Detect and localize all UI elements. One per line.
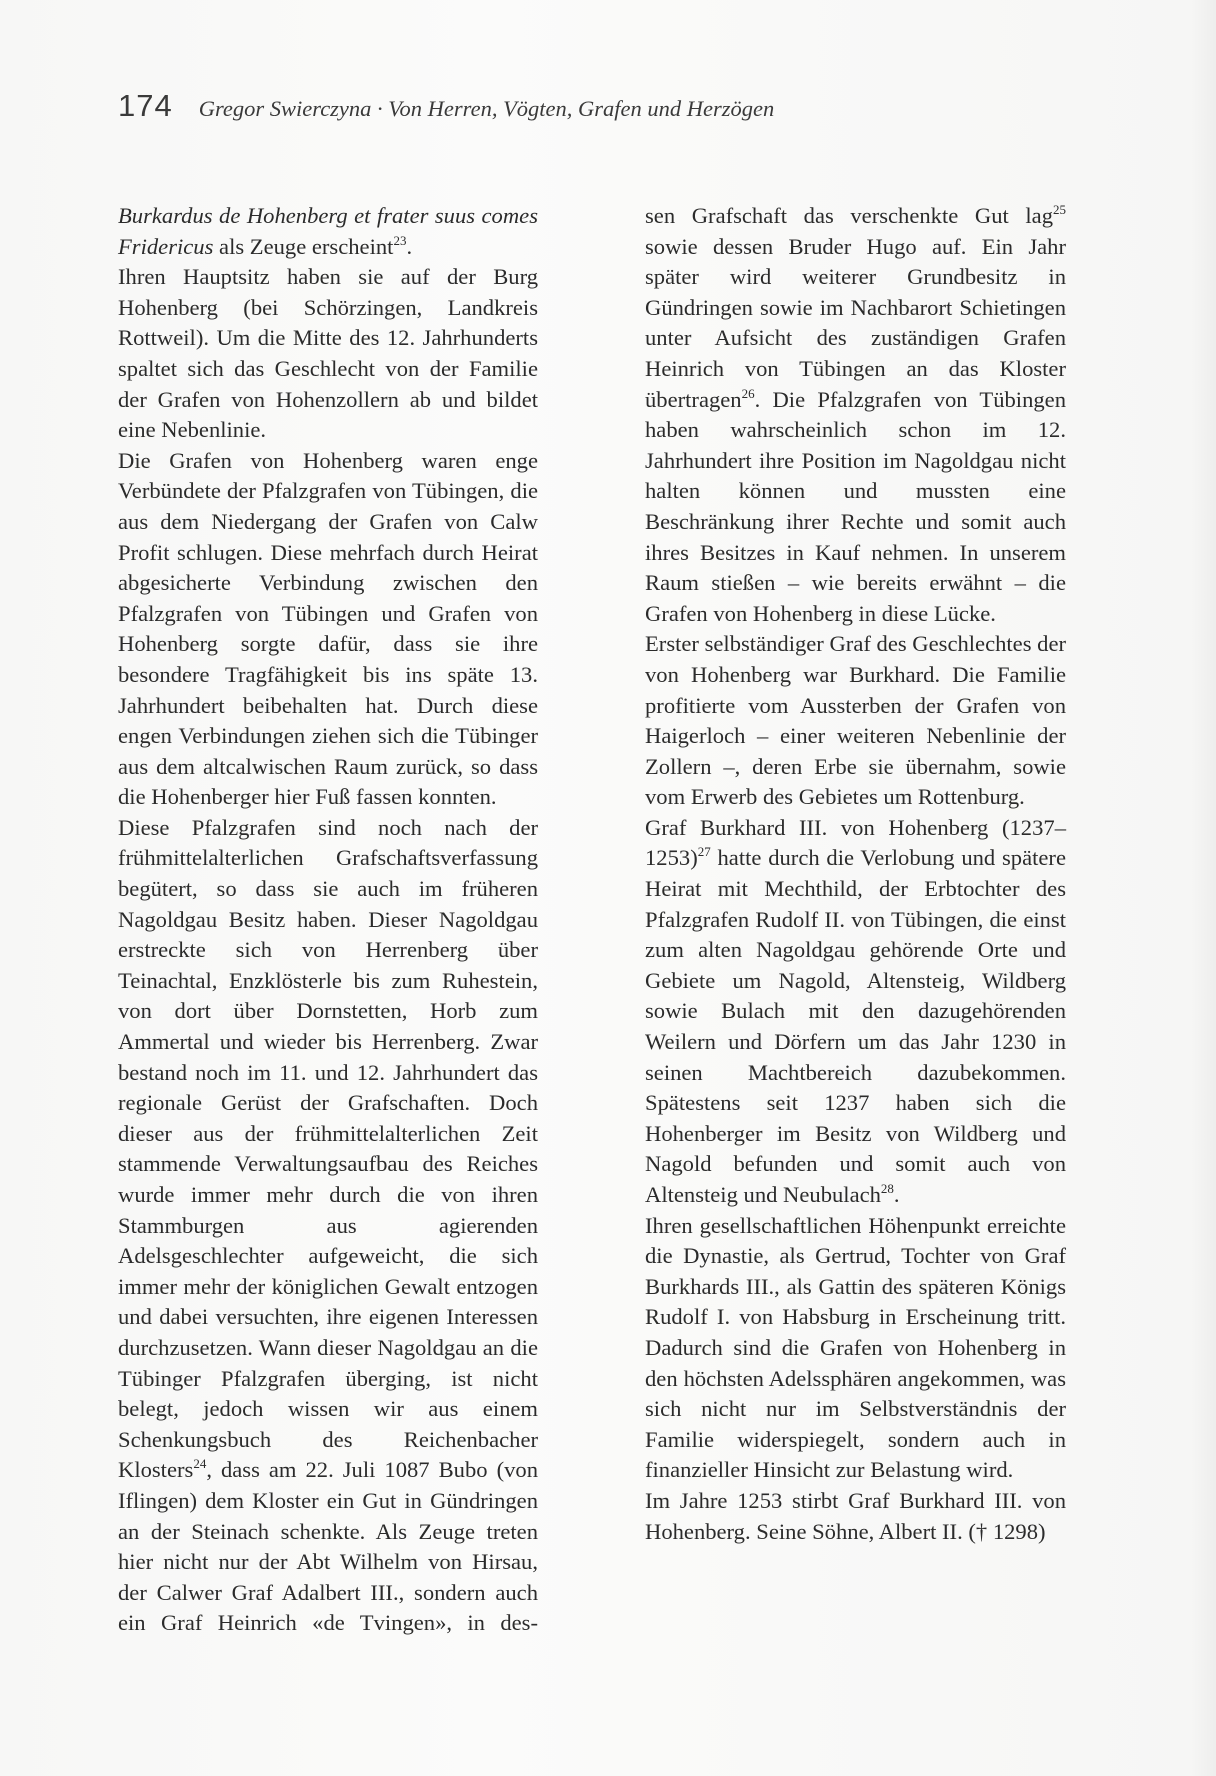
footnote-ref-27[interactable]: 27 <box>697 844 711 860</box>
paragraph: Ihren gesellschaftlichen Höhenpunkt erreichte die Dynastie, als Gertrud, Tochter von Graf Burkhards III., als Gattin des späteren Königs Rudolf I. von Habsburg in Erscheinung tritt. Dadurch sind die Grafen von Hohenberg in den höchsten Adelssphären angekommen, was sich nicht nur im Selbstverständnis der Familie widerspiegelt, sondern auch in finanzieller Hinsicht zur Belastung wird. <box>645 1212 1066 1483</box>
paragraph: sen Grafschaft das verschenkte Gut lag$^{25}$ sowie dessen Bruder Hugo auf. Ein Jahr später wird weiterer Grundbesitz in Gündringen sowie im Nachbarort Schietingen unter Aufsicht des zuständigen Grafen Heinrich von Tübingen an das Kloster übertragen$^{26}$. Die Pfalzgrafen von Tübingen haben wahrscheinlich schon im 12. Jahrhundert ihre Position im Nagoldgau nicht halten können und mussten eine Beschränkung ihrer Rechte und somit auch ihres Besitzes in Kauf nehmen. In unserem Raum stießen – wie bereits erwähnt – die Grafen von Hohenberg in diese Lücke. <box>645 202 1066 626</box>
paragraph: Im Jahre 1253 stirbt Graf Burkhard III. von Hohenberg. Seine Söhne, Albert II. († 1298) <box>645 1487 1066 1544</box>
page-number: 174 <box>118 88 173 123</box>
running-head: Gregor Swierczyna · Von Herren, Vögten, Grafen und Herzögen <box>198 96 775 121</box>
paragraph: Erster selbständiger Graf des Geschlechtes der von Hohenberg war Burkhard. Die Familie profitierte vom Aussterben der Grafen von Haigerloch – einer weiteren Nebenlinie der Zollern –, deren Erbe sie übernahm, sowie vom Erwerb des Gebietes um Rottenburg. <box>645 631 1066 810</box>
footnote-ref-23[interactable]: 23 <box>393 232 407 248</box>
footnote-ref-25[interactable]: 25 <box>1053 202 1066 217</box>
paragraph: Diese Pfalzgrafen sind noch nach der frühmittelalterlichen Grafschaftsverfassung begütert, so dass sie auch im früheren Nagoldgau Besitz haben. Dieser Nagoldgau erstreckte sich von Herrenberg über Teinachtal, Enzklösterle bis zum Ruhestein, von dort über Dornstetten, Horb zum Ammertal und wieder bis Herrenberg. Zwar bestand noch im 11. und 12. Jahrhundert das regionale Gerüst der Grafschaften. Doch dieser aus der frühmittelalterlichen Zeit stammende Verwaltungsaufbau des Reiches wurde immer mehr durch die von ihren Stammburgen aus agierenden Adelsgeschlechter aufgeweicht, die sich immer mehr der königlichen Gewalt entzogen und dabei versuchten, ihre eigenen Interessen durchzusetzen. Wann dieser Nagoldgau an die Tübinger Pfalzgrafen überging, ist nicht belegt, jedoch wissen wir aus einem Schenkungsbuch des Reichenbacher Klosters$^{24}$, dass am 22. Juli 1087 Bubo (von Iflingen) dem Kloster ein Gut in Gündringen an der Steinach schenkte. Als Zeuge treten hier nicht nur der Abt Wilhelm von Hirsau, der Calwer Graf Adalbert III., sondern auch ein Graf Heinrich «de Tvingen», in des- <box>118 814 538 1636</box>
page-header <box>118 88 1018 124</box>
footnote-ref-26[interactable]: 26 <box>741 385 755 401</box>
latin-quote: Burkardus de Hohenberg et frater suus comes Fridericus <box>118 203 538 259</box>
page-edge-shadow <box>1190 0 1216 1776</box>
left-column <box>118 201 538 1639</box>
footnote-ref-24[interactable]: 24 <box>193 1456 207 1472</box>
paragraph: Graf Burkhard III. von Hohenberg (1237–1253)$^{27}$ hatte durch die Verlobung und spätere Heirat mit Mechthild, der Erbtochter des Pfalzgrafen Rudolf II. von Tübingen, die einst zum alten Nagoldgau gehörende Orte und Gebiete um Nagold, Altensteig, Wildberg sowie Bulach mit den dazugehörenden Weilern und Dörfern um das Jahr 1230 in seinen Machtbereich dazubekommen. Spätestens seit 1237 haben sich die Hohenberger im Besitz von Wildberg und Nagold befunden und somit auch von Altensteig und Neubulach$^{28}$. <box>645 814 1066 1207</box>
footnote-ref-28[interactable]: 28 <box>880 1181 894 1196</box>
paragraph: Burkardus de Hohenberg et frater suus comes Fridericus als Zeuge erscheint$^{23}$. <box>118 203 538 259</box>
right-column <box>645 201 1066 1547</box>
paragraph: Ihren Hauptsitz haben sie auf der Burg Hohenberg (bei Schörzingen, Landkreis Rottweil). Um die Mitte des 12. Jahrhunderts spaltet sich das Geschlecht von der Familie der Grafen von Hohenzollern ab und bildet eine Nebenlinie. <box>118 264 538 443</box>
paragraph: Die Grafen von Hohenberg waren enge Verbündete der Pfalzgrafen von Tübingen, die aus dem Niedergang der Grafen von Calw Profit schlugen. Diese mehrfach durch Heirat abgesicherte Verbindung zwischen den Pfalzgrafen von Tübingen und Grafen von Hohenberg sorgte dafür, dass sie ihre besondere Tragfähigkeit bis ins späte 13. Jahrhundert beibehalten hat. Durch diese engen Verbindungen ziehen sich die Tübinger aus dem altcalwischen Raum zurück, so dass die Hohenberger hier Fuß fassen konnten. <box>118 447 538 810</box>
